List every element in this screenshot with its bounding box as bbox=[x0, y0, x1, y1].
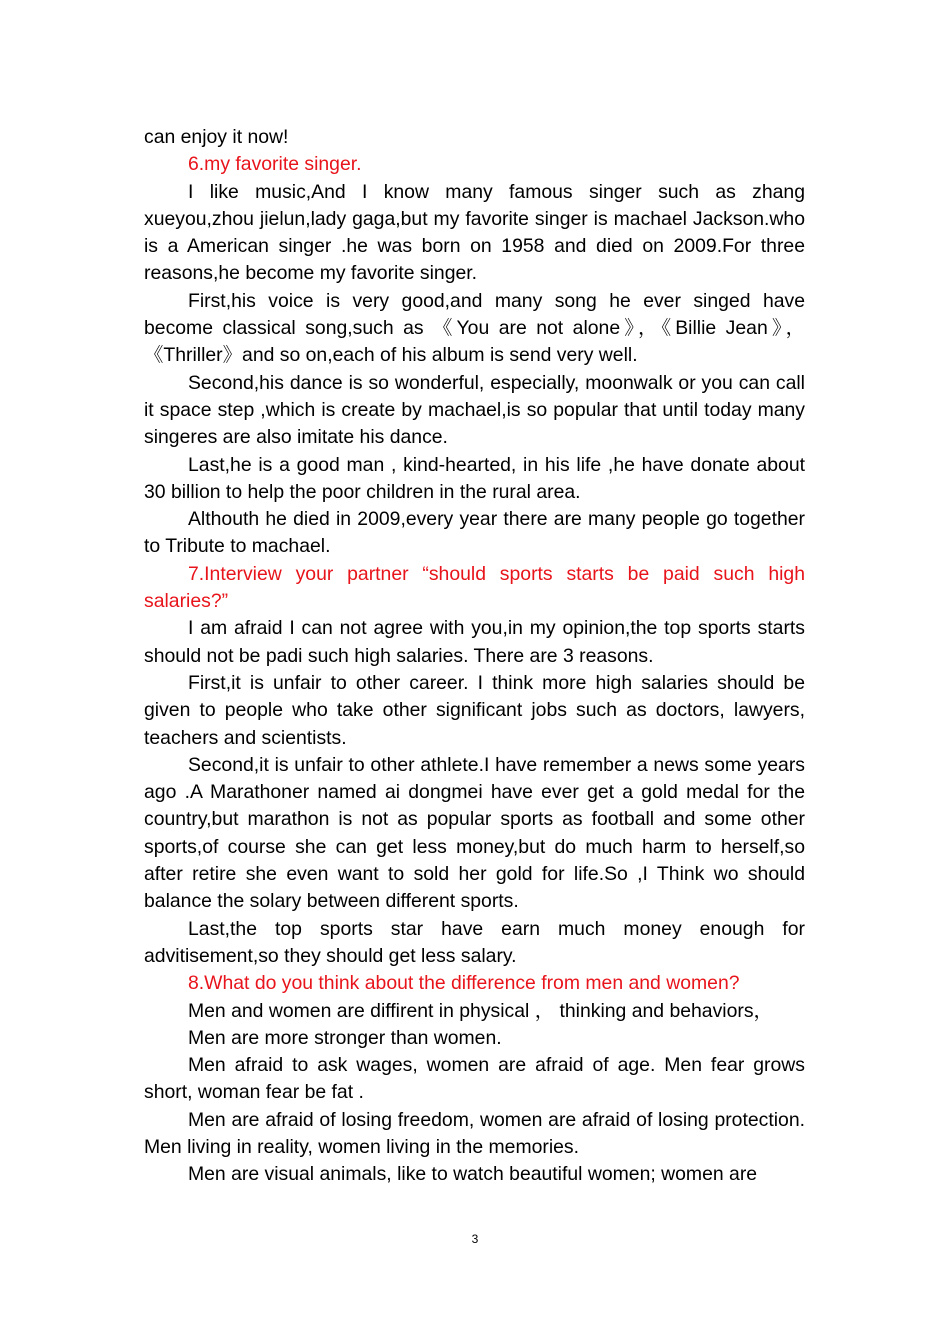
paragraph-men-freedom: Men are afraid of losing freedom, women are afraid of losing protection. Men living in reality, women living in the memories. bbox=[144, 1108, 805, 1158]
paragraph-singer-tribute: Althouth he died in 2009,every year there are many people go together to Tribute to machael. bbox=[144, 508, 805, 558]
page-number: 3 bbox=[471, 1232, 479, 1246]
heading-men-women: 8.What do you think about the difference from men and women? bbox=[188, 972, 740, 995]
document-body bbox=[144, 124, 805, 1189]
paragraph-salaries-first: First,it is unfair to other career. I think more high salaries should be given to people who take other significant jobs such as doctors, lawyers, teachers and scientists. bbox=[144, 671, 805, 749]
paragraph-men-stronger: Men are more stronger than women. bbox=[188, 1026, 502, 1049]
paragraph-singer-dance: Second,his dance is so wonderful, especially, moonwalk or you can call it space step ,which is create by machael,is so popular that until today many singeres are also imitate his dance. bbox=[144, 371, 805, 449]
paragraph-men-women-intro: Men and women are diffirent in physical ， thinking and behaviors， bbox=[188, 999, 773, 1022]
paragraph-intro-end: can enjoy it now! bbox=[144, 126, 289, 148]
paragraph-salaries-last: Last,the top sports star have earn much money enough for advitisement,so they should get less salary. bbox=[144, 917, 805, 967]
heading-sports-salaries: 7.Interview your partner “should sports starts be paid such high salaries?” bbox=[144, 562, 805, 613]
paragraph-salaries-opinion: I am afraid I can not agree with you,in my opinion,the top sports starts should not be padi such high salaries. There are 3 reasons. bbox=[144, 617, 805, 667]
paragraph-singer-voice: First,his voice is very good,and many song he ever singed have become classical song,such as 《You are not alone》，《Billie Jean》，《Thriller》and so on,each of his album is send very well. bbox=[144, 289, 805, 367]
heading-favorite-singer: 6.my favorite singer. bbox=[188, 153, 362, 176]
paragraph-singer-kindness: Last,he is a good man , kind-hearted, in his life ,he have donate about 30 billion to help the poor children in the rural area. bbox=[144, 453, 805, 503]
paragraph-salaries-second: Second,it is unfair to other athlete.I have remember a news some years ago .A Marathoner named ai dongmei have ever get a gold medal for the country,but marathon is not as popular sports as football and some other sports,of course she can get less money,but do much harm to herself,so after retire she even want to sold her gold for life.So ,I Think wo should balance the solary between different sports. bbox=[144, 753, 805, 913]
paragraph-singer-intro: I like music,And I know many famous singer such as zhang xueyou,zhou jielun,lady gaga,but my favorite singer is machael Jackson.who is a American singer .he was born on 1958 and died on 2009.For three reasons,he become my favorite singer. bbox=[144, 180, 805, 285]
paragraph-men-visual: Men are visual animals, like to watch beautiful women; women are bbox=[188, 1163, 758, 1186]
paragraph-men-fears: Men afraid to ask wages, women are afraid of age. Men fear grows short, woman fear be fat . bbox=[144, 1054, 805, 1104]
